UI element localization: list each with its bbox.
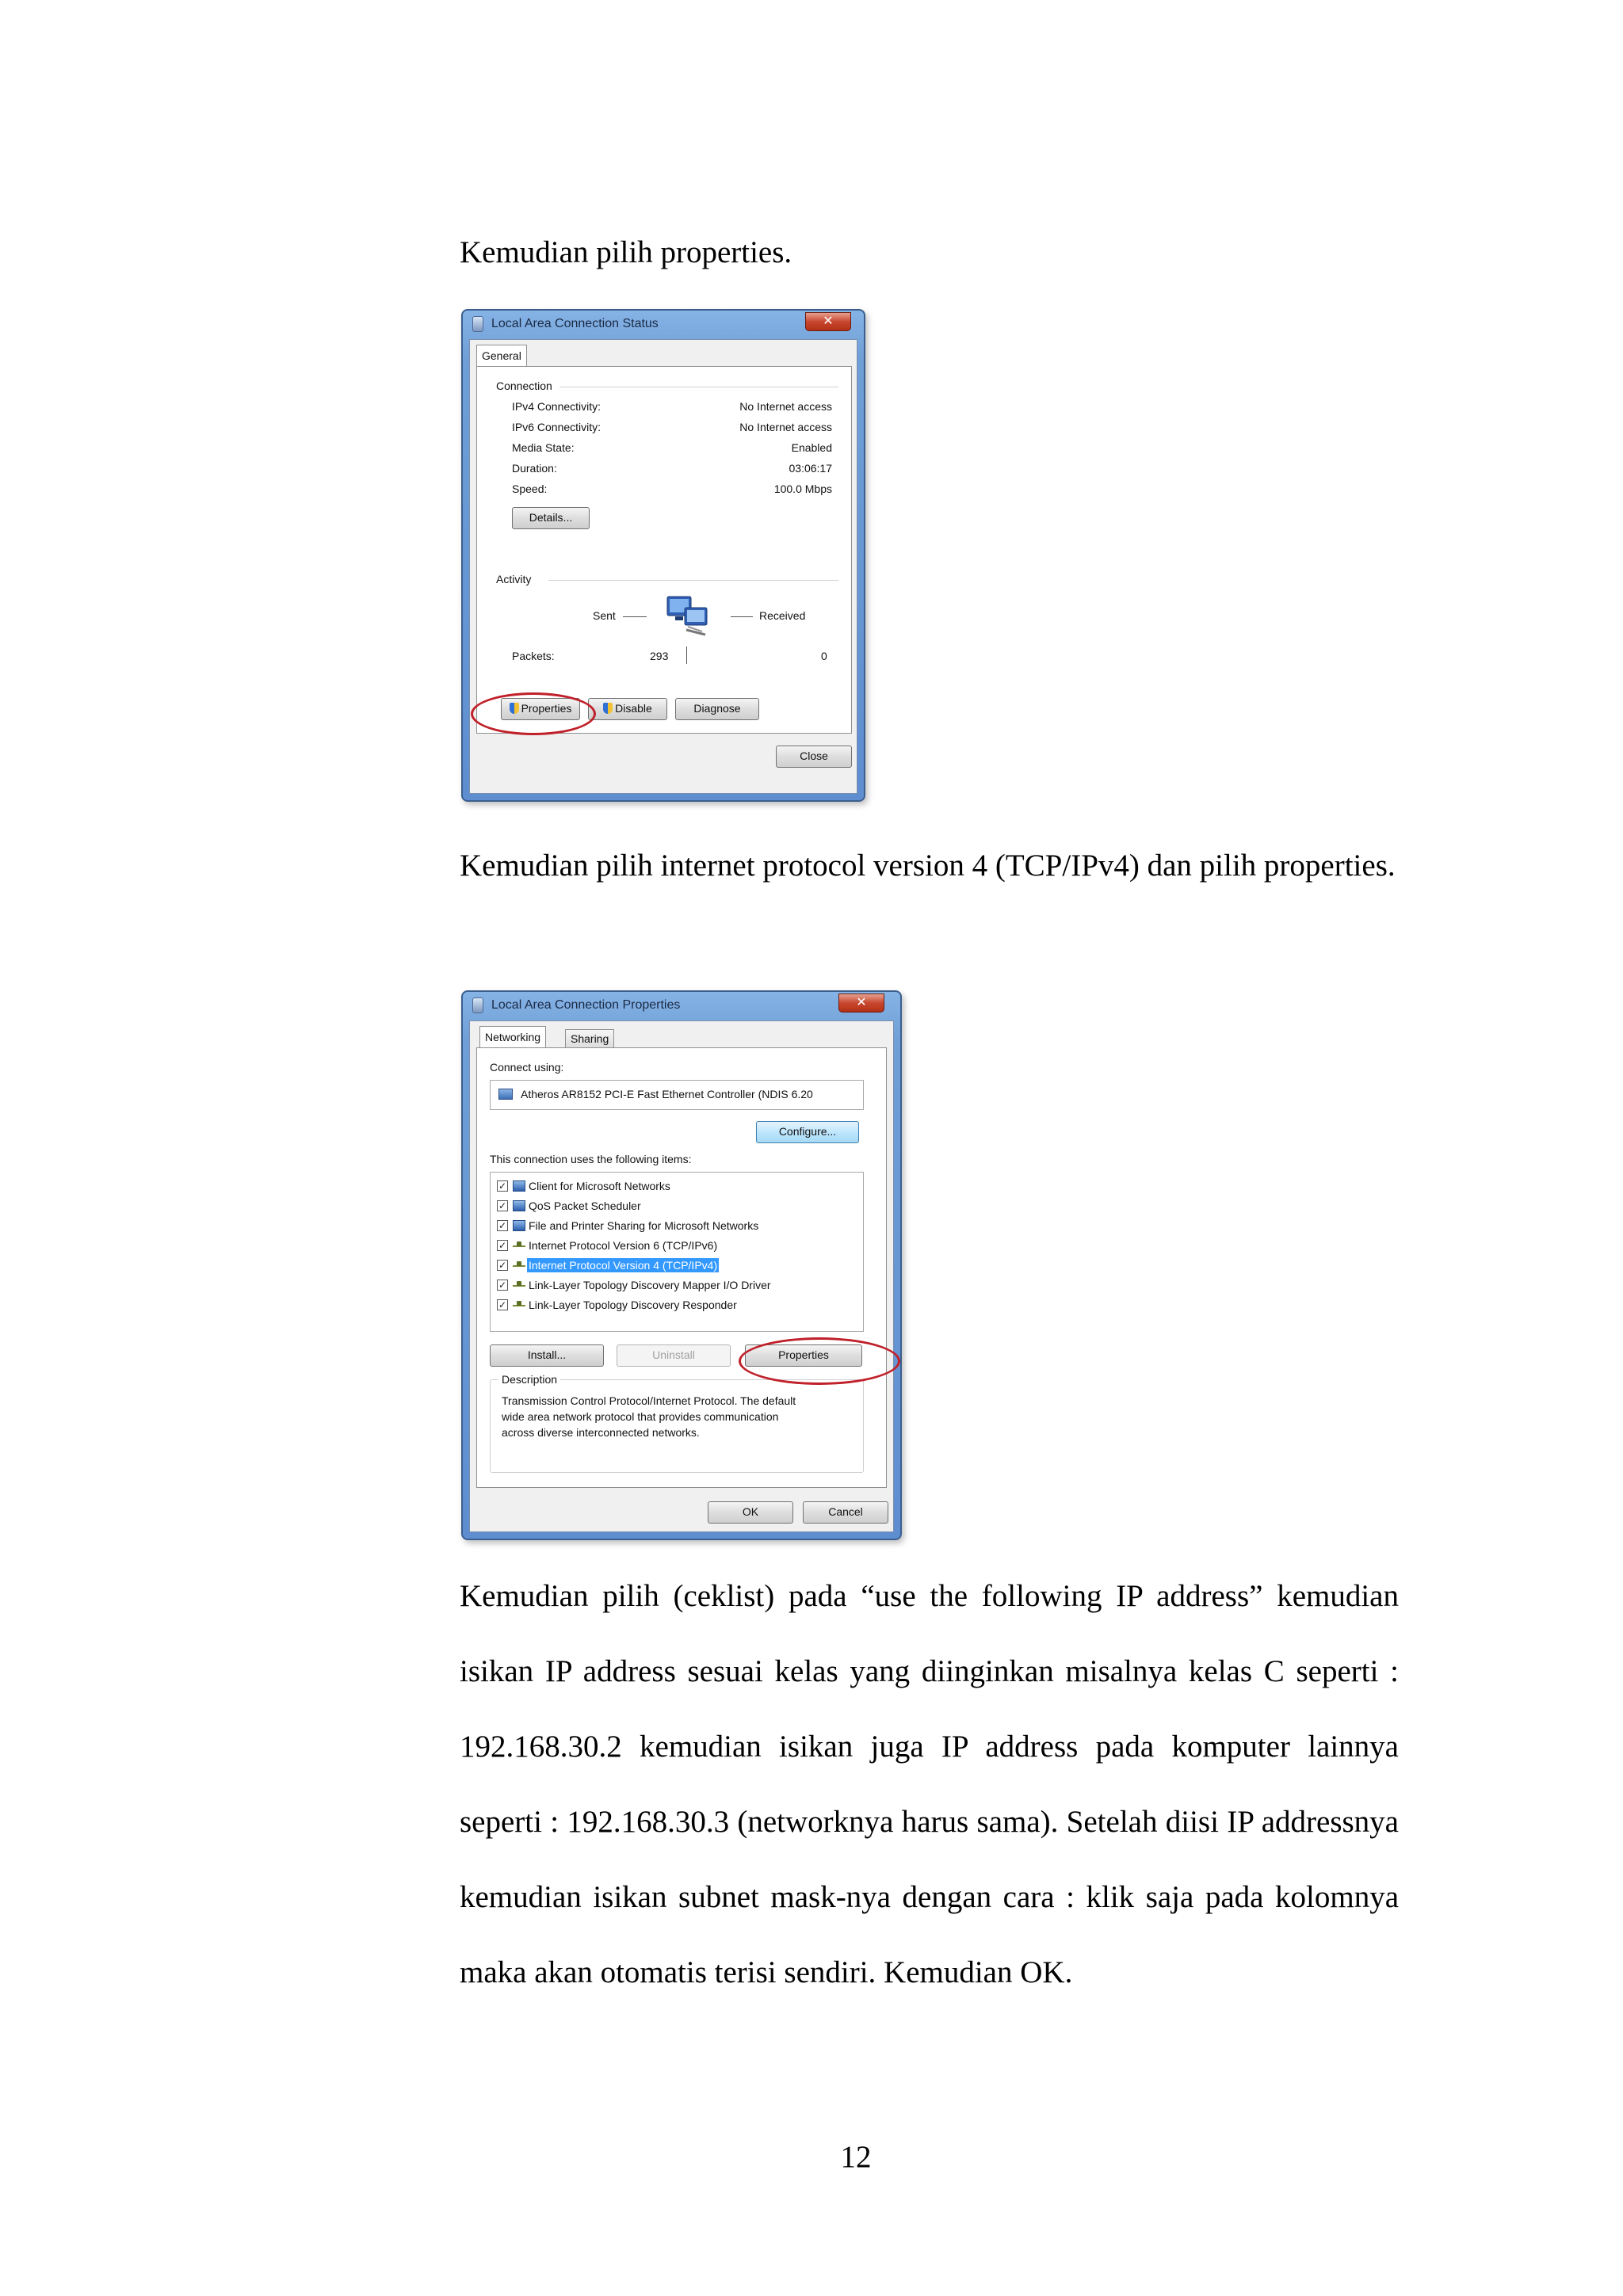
status-dialog-titlebar [463,311,864,338]
network-client-icon [513,1180,525,1192]
disable-button-label: Disable [615,702,652,715]
properties-button-label: Properties [521,702,572,715]
sent-line [623,616,647,617]
paragraph-1: Kemudian pilih properties. [460,235,792,269]
packets-label: Packets: [512,650,555,662]
received-line [731,616,753,617]
properties-dialog-window [461,990,902,1540]
checkbox-checked[interactable]: ✓ [498,1240,507,1251]
status-dialog-window [461,309,865,802]
protocol-icon [513,1265,525,1267]
checkbox-checked[interactable]: ✓ [498,1299,507,1310]
status-dialog-close-icon[interactable]: ✕ [805,312,851,331]
paragraph-3: Kemudian pilih (ceklist) pada “use the following IP address” kemudian isikan IP address sesuai kelas yang diinginkan misalnya kelas C seperti : 192.168.30.2 kemudian isikan juga IP address pada komputer lainnya seperti : 192.168.30.3 (networknya harus sama). Setelah diisi IP addressnya kemudian isikan subnet mask-nya dengan cara : klik saja pada kolomnya maka akan otomatis terisi sendiri. Kemudian OK. [460,1579,1399,1989]
general-tab-panel [476,366,852,734]
network-connection-icon [472,316,483,332]
description-group [490,1373,864,1473]
protocol-icon [513,1245,525,1247]
details-button[interactable]: Details... [512,507,590,529]
highlight-circle [739,1337,900,1385]
packets-divider [686,646,687,664]
activity-group-label: Activity [496,573,532,585]
ipv6-connectivity-value: No Internet access [739,421,832,433]
ipv4-connectivity-label: IPv4 Connectivity: [512,400,601,413]
properties-dialog-close-icon[interactable]: ✕ [838,994,884,1013]
cancel-button[interactable]: Cancel [803,1501,888,1524]
connect-using-label: Connect using: [490,1061,564,1074]
properties-dialog-title: Local Area Connection Properties [491,998,681,1012]
adapter-name: Atheros AR8152 PCI-E Fast Ethernet Controller (NDIS 6.20 [521,1088,813,1100]
checkbox-checked[interactable]: ✓ [498,1280,507,1291]
install-button[interactable]: Install... [490,1344,604,1367]
highlight-circle [471,692,596,735]
description-line-3: across diverse interconnected networks. [502,1426,700,1439]
list-item-label: Internet Protocol Version 6 (TCP/IPv6) [529,1239,718,1252]
network-service-icon [513,1220,525,1231]
items-label: This connection uses the following items: [490,1153,692,1165]
close-button[interactable]: Close [776,746,852,768]
checkbox-checked[interactable]: ✓ [498,1180,507,1192]
list-item-label: QoS Packet Scheduler [529,1199,641,1212]
description-line-2: wide area network protocol that provides communication [502,1410,779,1423]
list-item-label: File and Printer Sharing for Microsoft Networks [529,1219,759,1232]
tab-general[interactable]: General [476,345,527,367]
description-label: Description [498,1373,560,1386]
received-label: Received [759,609,806,622]
shield-icon [603,703,613,714]
protocol-icon [513,1285,525,1287]
speed-value: 100.0 Mbps [773,482,832,495]
speed-label: Speed: [512,482,548,495]
tab-networking[interactable]: Networking [479,1026,546,1048]
properties-dialog-titlebar [463,992,900,1019]
ok-button[interactable]: OK [708,1501,793,1524]
media-state-label: Media State: [512,441,575,454]
checkbox-checked[interactable]: ✓ [498,1200,507,1211]
components-list[interactable] [490,1172,864,1332]
disable-button[interactable] [588,698,667,720]
network-adapter-icon [498,1089,513,1100]
networking-tab-panel [476,1047,887,1488]
protocol-icon [513,1305,525,1306]
configure-button[interactable]: Configure... [756,1121,859,1143]
status-dialog-title: Local Area Connection Status [491,317,659,330]
ipv6-connectivity-label: IPv6 Connectivity: [512,421,601,433]
duration-value: 03:06:17 [789,462,832,475]
properties-dialog-client [469,1020,894,1532]
packets-received-value: 0 [821,650,827,662]
packets-sent-value: 293 [650,650,669,662]
duration-label: Duration: [512,462,557,475]
properties-button[interactable]: Properties [745,1344,862,1367]
checkbox-checked[interactable]: ✓ [498,1260,507,1271]
divider [548,580,838,581]
description-line-1: Transmission Control Protocol/Internet Protocol. The default [502,1394,796,1407]
paragraph-2: Kemudian pilih internet protocol version 4 (TCP/IPv4) dan pilih properties. [460,849,1396,883]
ipv4-connectivity-value: No Internet access [739,400,832,413]
connection-group-label: Connection [496,379,552,392]
page-number: 12 [840,2140,872,2174]
uninstall-button[interactable]: Uninstall [617,1344,731,1367]
adapter-field [490,1080,864,1110]
network-computers-icon [664,595,712,639]
network-connection-icon [472,997,483,1013]
list-item-label: Link-Layer Topology Discovery Mapper I/O Driver [529,1279,771,1291]
list-item-label: Internet Protocol Version 4 (TCP/IPv4) [529,1259,718,1272]
list-item-label: Client for Microsoft Networks [529,1180,670,1192]
tab-sharing[interactable]: Sharing [565,1029,614,1048]
list-item-label: Link-Layer Topology Discovery Responder [529,1299,737,1311]
media-state-value: Enabled [791,441,832,454]
sent-label: Sent [593,609,616,622]
checkbox-checked[interactable]: ✓ [498,1220,507,1231]
diagnose-button[interactable]: Diagnose [675,698,759,720]
network-service-icon [513,1200,525,1211]
